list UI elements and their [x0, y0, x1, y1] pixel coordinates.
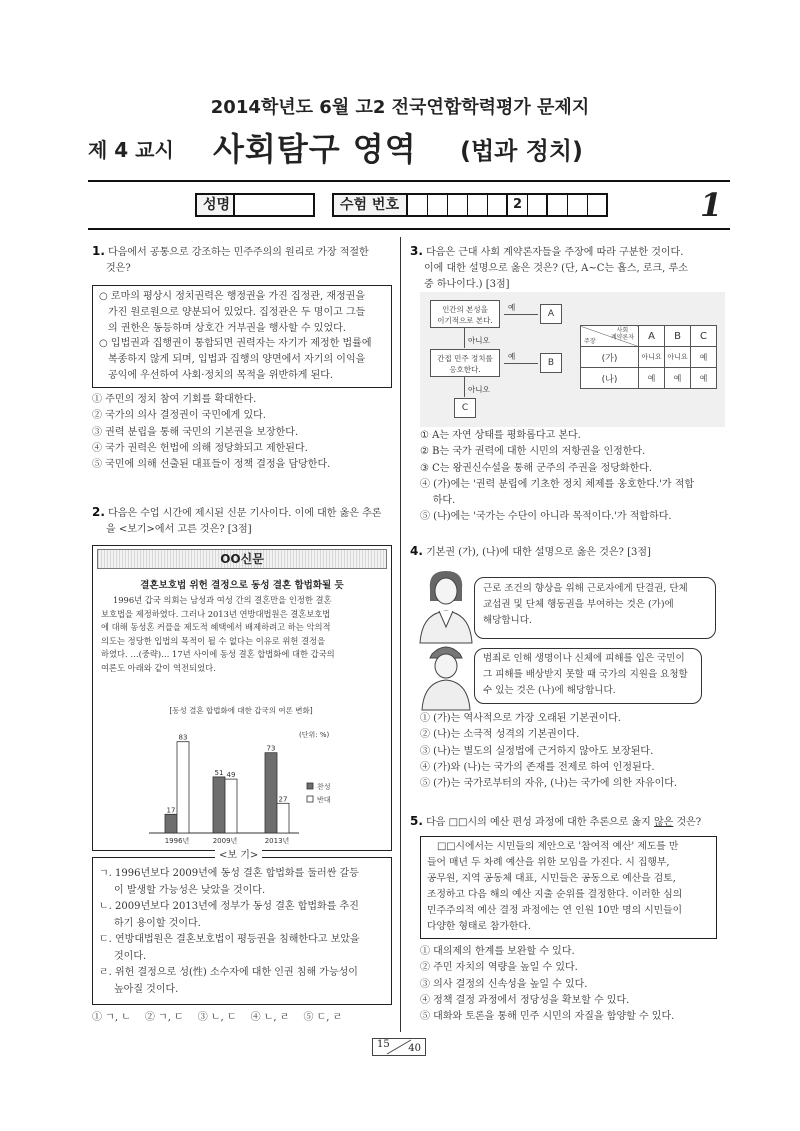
answer-option[interactable]: ② (나)는 소극적 성격의 기본권이다.: [420, 729, 580, 741]
speech-bubble-2: [474, 648, 702, 704]
flow-arrow: [504, 314, 538, 315]
table-cell: 아니요: [665, 347, 691, 368]
corner-text: 주장: [584, 338, 596, 345]
page-total: 40: [408, 1043, 421, 1054]
bar-반대: [277, 803, 289, 833]
article-headline: 결혼보호법 위헌 결정으로 동성 결혼 합법화될 듯: [140, 580, 344, 591]
answer-option[interactable]: ⑤ (가)는 국가로부터의 자유, (나)는 국가에 의한 자유이다.: [420, 778, 678, 790]
name-blank: [235, 195, 313, 215]
question-number: 1.: [92, 244, 105, 258]
bar-찬성: [265, 753, 277, 833]
flow-result-b: B: [540, 353, 562, 373]
bar-찬성: [165, 814, 177, 833]
yes-label: 예: [508, 303, 516, 312]
answer-option[interactable]: ② ㄱ, ㄷ: [144, 1012, 184, 1023]
flow-text: 간접 민주 정치를: [437, 354, 493, 363]
bogi-item: [99, 965, 385, 998]
answer-option[interactable]: ① ㄱ, ㄴ: [92, 1012, 131, 1023]
flow-result-a: A: [540, 304, 562, 324]
data-label: 83: [178, 733, 188, 742]
answer-option[interactable]: ③ 의사 결정의 신속성을 높일 수 있다.: [420, 978, 588, 990]
answer-option[interactable]: ② B는 국가 권력에 대한 시민의 저항권을 인정한다.: [420, 446, 646, 458]
source-line: 조정하고 다음 해의 예산 지출 순위를 결정한다. 이러한 심의: [427, 889, 683, 900]
answer-option[interactable]: ⑤ ㄷ, ㄹ: [303, 1012, 343, 1023]
flow-question-2: [430, 349, 500, 377]
question-stem: 을 <보기>에서 고른 것은? [3점]: [106, 524, 252, 535]
page-counter: [372, 1038, 426, 1056]
answer-option[interactable]: ② 주민 자치의 역량을 높일 수 있다.: [420, 962, 578, 974]
bogi-line: 것이다.: [114, 950, 147, 962]
person-woman-icon: [416, 567, 476, 645]
q1-source-box: [92, 285, 392, 388]
question-1: [92, 243, 392, 277]
bar-찬성: [213, 777, 225, 833]
person-man-icon: [416, 640, 476, 712]
exam-number-field: [332, 193, 608, 217]
bubble-line: 그 피해를 배상받지 못할 때 국가의 지원을 요청할: [483, 669, 688, 680]
flow-arrow: [464, 377, 465, 397]
exam-number-cell: [588, 195, 606, 215]
data-label: 51: [214, 768, 224, 777]
question-stem-emphasis: 않은: [653, 817, 674, 828]
chart-unit: (단위: %): [299, 731, 330, 739]
question-number: 2.: [92, 505, 105, 519]
table-row-header: (가): [581, 347, 639, 368]
exam-number-digit: 2: [508, 195, 528, 215]
column-divider: [400, 237, 401, 1032]
bogi-line: 높아질 것이다.: [114, 983, 179, 995]
question-stem: 다음 □□시의 예산 편성 과정에 대한 추론으로 옳지: [426, 817, 654, 828]
article-line: 여론도 아래와 같이 역전되었다.: [101, 662, 216, 673]
source-line: ○ 입법권과 집행권이 통합되면 권력자는 자기가 제정한 법률에: [99, 338, 372, 350]
bogi-line: ㄹ. 위헌 결정으로 성(性) 소수자에 대한 인권 침해 가능성이: [99, 967, 358, 978]
q5-source-box: [420, 836, 717, 939]
question-stem: 다음은 수업 시간에 제시된 신문 기사이다. 이에 대한 옳은 추론: [108, 508, 382, 519]
answer-option[interactable]: ③ ㄴ, ㄷ: [197, 1012, 237, 1023]
flow-text: 이기적으로 본다.: [437, 316, 493, 325]
header-divider-2: [88, 228, 730, 230]
table-cell: 예: [691, 368, 717, 389]
flow-question-1: [430, 300, 500, 328]
exam-number-cell: [488, 195, 508, 215]
flow-text: 옹호한다.: [449, 365, 481, 374]
yes-label: 예: [508, 352, 516, 361]
table-corner: [581, 326, 639, 347]
legend-swatch: [307, 796, 313, 802]
article-line: 1996년 갑국 의회는 남성과 여성 간의 결혼만을 인정한 결혼: [113, 595, 332, 605]
answer-option[interactable]: ① (가)는 역사적으로 가장 오래된 기본권이다.: [420, 713, 622, 724]
period-label: 제 4 교시: [88, 138, 174, 162]
source-line: 복종하지 않게 되며, 입법과 집행의 양면에서 자기의 이익을: [108, 354, 366, 366]
q3-options: [420, 428, 694, 526]
exam-number-cell: [548, 195, 568, 215]
subject-subtitle: (법과 정치): [460, 137, 584, 165]
question-stem: 것은?: [106, 263, 131, 274]
answer-option[interactable]: ⑤ 대화와 토론을 통해 민주 시민의 자질을 함양할 수 있다.: [420, 1011, 675, 1023]
source-line: 다양한 형태로 참가한다.: [427, 921, 531, 932]
table-col-header: C: [691, 326, 717, 347]
question-stem: 기본권 (가), (나)에 대한 설명으로 옳은 것은? [3점]: [426, 547, 651, 558]
data-label: 27: [278, 795, 288, 804]
no-label: 아니오: [468, 385, 490, 394]
answer-option-continued: 하다.: [420, 495, 456, 507]
article-line: 에 대해 동성혼 커플을 제도적 혜택에서 배제하려고 하는 악의적: [101, 622, 331, 632]
question-2: [92, 504, 392, 538]
corner-text: 사회: [616, 327, 629, 334]
bogi-line: ㄱ. 1996년보다 2009년에 동성 결혼 합법화를 둘러싼 갈등: [99, 868, 359, 879]
flow-result-c: C: [454, 398, 476, 418]
x-tick-label: 2009년: [212, 837, 238, 845]
question-number: 5.: [410, 814, 423, 828]
legend-label: 찬성: [317, 783, 331, 791]
q3-table: [580, 325, 717, 389]
legend-swatch: [307, 783, 313, 789]
bubble-line: 수 있는 것은 (나)에 해당합니다.: [483, 685, 616, 696]
data-label: 17: [166, 806, 176, 815]
answer-option[interactable]: ③ (나)는 별도의 실정법에 근거하지 않아도 보장된다.: [420, 745, 654, 757]
question-3: [410, 243, 725, 293]
source-line: 의 권한은 동등하며 상호간 거부권을 행사할 수 있었다.: [108, 322, 346, 334]
question-stem: 것은?: [673, 817, 702, 828]
answer-option[interactable]: ⑤ 국민에 의해 선출된 대표들이 정책 결정을 담당한다.: [92, 459, 331, 471]
source-line: 공익에 우선하여 사회·정치의 목적을 위반하게 된다.: [108, 369, 334, 381]
exam-number-cell: [568, 195, 588, 215]
bogi-line: 하기 용이할 것이다.: [114, 917, 201, 929]
exam-number-cell: [448, 195, 468, 215]
data-label: 73: [266, 744, 276, 753]
article-line: 보호법을 제정하였다. 그러나 2013년 연방대법원은 결혼보호법: [101, 608, 331, 619]
answer-option[interactable]: ① 주민의 정치 참여 기회를 확대한다.: [92, 394, 257, 405]
answer-option[interactable]: ① A는 자연 상태를 평화롭다고 본다.: [420, 430, 581, 441]
subject-title: 사회탐구 영역: [213, 130, 417, 168]
question-stem: 이에 대한 설명으로 옳은 것은? (단, A~C는 홉스, 로크, 루소: [424, 263, 688, 274]
page-number: 1: [700, 186, 723, 224]
answer-option[interactable]: ④ ㄴ, ㄹ: [250, 1012, 290, 1023]
answer-option[interactable]: ④ (가)와 (나)는 국가의 존재를 전제로 하여 인정된다.: [420, 761, 655, 773]
legend-label: 반대: [317, 796, 331, 804]
table-col-header: B: [665, 326, 691, 347]
question-4: [410, 543, 725, 561]
table-cell: 아니요: [639, 347, 665, 368]
flow-arrow: [464, 328, 465, 348]
question-stem: 다음은 근대 사회 계약론자들을 주장에 따라 구분한 것이다.: [426, 247, 684, 258]
article-line: 하였다. …(중략)… 17년 사이에 동성 결혼 합법화에 대한 갑국의: [101, 649, 335, 659]
data-label: 49: [226, 771, 236, 780]
question-number: 4.: [410, 544, 423, 558]
table-cell: 예: [639, 368, 665, 389]
answer-option[interactable]: ③ 권력 분립을 통해 국민의 기본권을 보장한다.: [92, 426, 299, 438]
bogi-line: 이 발생할 가능성은 낮았을 것이다.: [114, 884, 266, 896]
name-label: 성명: [197, 195, 235, 215]
q5-options: [420, 944, 674, 1025]
question-5: [410, 813, 725, 831]
flow-text: 인간의 본성을: [442, 305, 488, 314]
table-cell: 예: [665, 368, 691, 389]
x-tick-label: 1996년: [164, 837, 190, 845]
newspaper-box: [92, 545, 392, 851]
answer-option[interactable]: ④ 국가 권력은 헌법에 의해 정당화되고 제한된다.: [92, 442, 308, 454]
bubble-line: 교섭권 및 단체 행동권을 부여하는 것은 (가)에: [483, 599, 674, 610]
q4-options: [420, 711, 677, 792]
source-line: □□시에서는 시민들의 제안으로 '참여적 예산' 제도를 만: [437, 841, 679, 852]
source-line: 들어 매년 두 차례 예산을 위한 모임을 가진다. 시 집행부,: [427, 857, 670, 868]
answer-option[interactable]: ② 국가의 의사 결정권이 국민에게 있다.: [92, 410, 266, 422]
exam-number-cell: [408, 195, 428, 215]
speech-bubble-1: [474, 577, 716, 639]
opinion-bar-chart: [93, 703, 389, 849]
bubble-line: 근로 조건의 향상을 위해 근로자에게 단결권, 단체: [483, 583, 688, 594]
x-tick-label: 2013년: [264, 837, 290, 845]
question-number: 3.: [410, 244, 423, 258]
article-body: [93, 591, 391, 675]
bubble-line: 범죄로 인해 생명이나 신체에 피해를 입은 국민이: [483, 653, 685, 664]
article-line: 의도는 정당한 입법의 목적이 될 수 없다는 이유로 위헌 결정을: [101, 635, 326, 646]
q2-options: [92, 1010, 342, 1026]
exam-title: 2014학년도 6월 고2 전국연합학력평가 문제지: [210, 97, 590, 118]
bogi-item: [99, 899, 385, 932]
bogi-box: [92, 857, 392, 1005]
source-line: 가진 원로원으로 양분되어 있었다. 집정관은 두 명이고 그들: [108, 306, 366, 318]
bar-반대: [177, 742, 189, 833]
name-field: [195, 193, 315, 217]
question-stem: 중 하나이다.) [3점]: [424, 279, 510, 290]
no-label: 아니오: [468, 336, 490, 345]
newspaper-masthead: OO신문: [97, 549, 387, 569]
corner-text: 계약론자: [610, 334, 634, 341]
q1-options: [92, 392, 330, 473]
answer-option[interactable]: ④ (가)에는 '권력 분립에 기초한 정치 체제를 옹호한다.'가 적합: [420, 478, 695, 490]
answer-option[interactable]: ④ 정책 결정 과정에서 정당성을 확보할 수 있다.: [420, 994, 630, 1006]
bar-반대: [225, 779, 237, 833]
flow-arrow: [504, 363, 538, 364]
source-line: 공무원, 지역 공동체 대표, 시민들은 공동으로 예산을 검토,: [427, 873, 676, 884]
q3-figure: [420, 292, 725, 427]
bubble-line: 해당합니다.: [483, 615, 532, 626]
bogi-item: [99, 932, 385, 965]
exam-number-cell: [528, 195, 548, 215]
exam-number-cell: [468, 195, 488, 215]
header-divider: [88, 180, 730, 182]
page-current: 15: [377, 1039, 390, 1050]
question-stem: 다음에서 공통으로 강조하는 민주주의의 원리로 가장 적절한: [108, 247, 369, 258]
exam-number-label: 수험 번호: [334, 195, 408, 215]
exam-number-cell: [428, 195, 448, 215]
table-cell: 예: [691, 347, 717, 368]
bogi-line: ㄴ. 2009년보다 2013년에 정부가 동성 결혼 합법화를 추진: [99, 901, 359, 912]
answer-option[interactable]: ③ C는 왕권신수설을 통해 군주의 주권을 정당화한다.: [420, 462, 653, 474]
source-line: ○ 로마의 평상시 정치권력은 행정권을 가진 집정관, 재정권을: [99, 291, 365, 302]
table-col-header: A: [639, 326, 665, 347]
answer-option[interactable]: ⑤ (나)에는 '국가는 수단이 아니라 목적이다.'가 적합하다.: [420, 511, 672, 523]
bogi-label: <보 기>: [215, 849, 262, 863]
answer-option[interactable]: ① 대의제의 한계를 보완할 수 있다.: [420, 946, 575, 957]
table-row-header: (나): [581, 368, 639, 389]
bogi-item: [99, 866, 385, 899]
source-line: 민주주의적 예산 결정 과정에는 연 인원 10만 명의 시민들이: [427, 905, 683, 916]
bogi-line: ㄷ. 연방대법원은 결혼보호법이 평등권을 침해한다고 보았을: [99, 934, 360, 945]
corner-label: [611, 327, 634, 341]
chart-title: [동성 결혼 합법화에 대한 갑국의 여론 변화]: [169, 706, 313, 715]
